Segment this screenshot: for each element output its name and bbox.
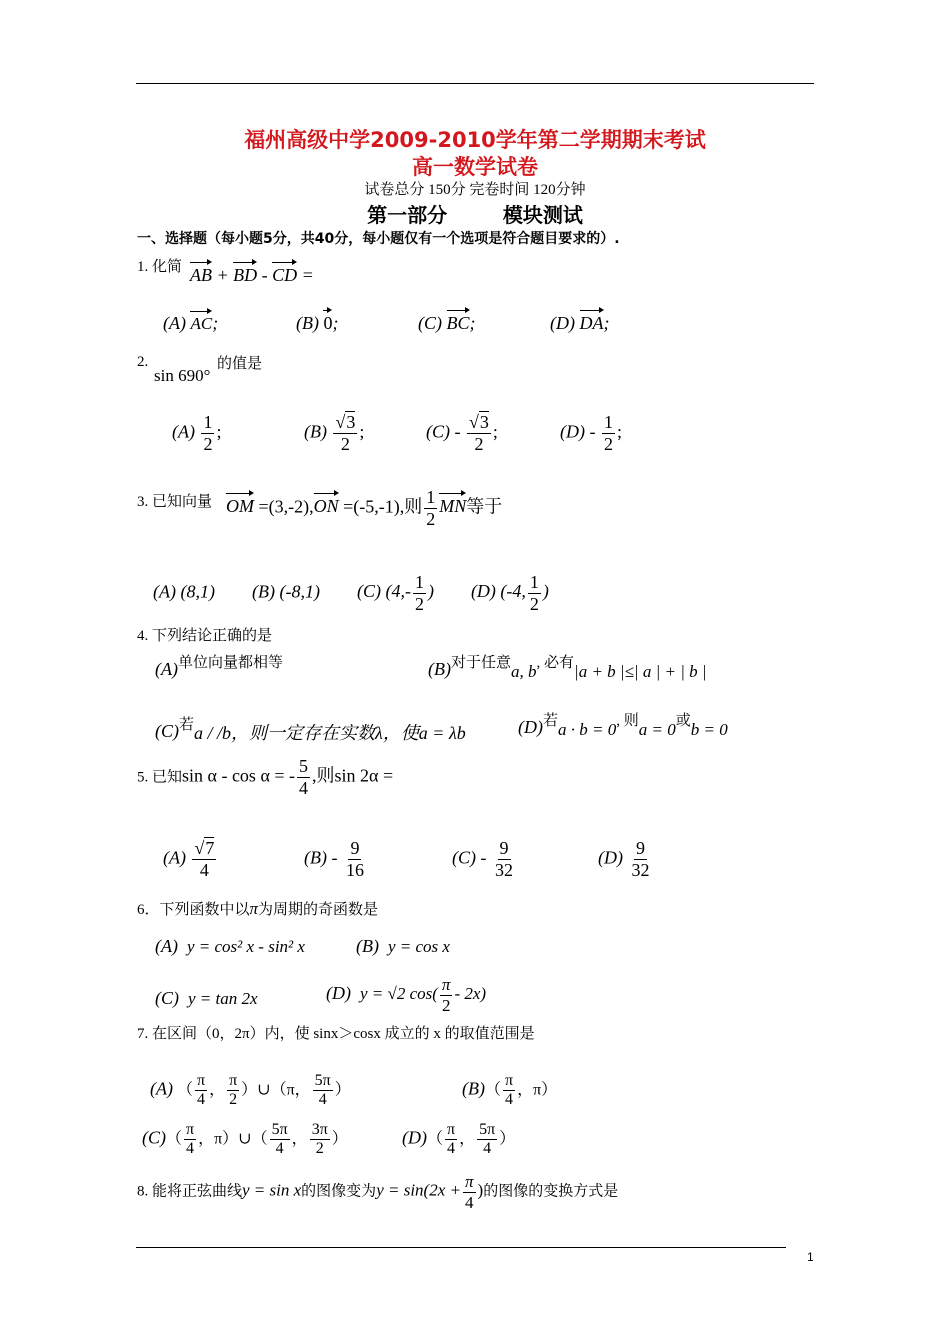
q1-option-c: (C) BC; — [418, 313, 476, 333]
q5-option-a: (A) $\frac{√7}{4}$ — [163, 838, 215, 880]
q2-option-a: (A) $\frac{1}{2}$ ; — [172, 412, 222, 454]
section-heading: 一、选择题（每小题5分，共40分，每小题仅有一个选项是符合题目要求的）. — [137, 231, 620, 247]
q4-option-b: (B)对于任意a, b, 必有|a + b |≤| a | + | b | — [428, 655, 707, 681]
exam-subtitle: 高一数学试卷 — [412, 155, 538, 179]
q3-option-c: (C) (4,- $\frac{1}{2}$ ) — [356, 572, 434, 614]
q1-option-d: (D) DA; — [550, 313, 610, 333]
q6-option-a: (A) y = cos² x - sin² x — [155, 936, 305, 956]
q7-option-c: (C)（ $\frac{\pi}{4}$ ，π）∪（ $\frac{5\pi}{4}$ ， $\frac{3\pi}{2}$ ） — [142, 1121, 348, 1158]
q3-options — [153, 572, 549, 614]
question-8: 8. 能将正弦曲线y = sin x的图像变为y = sin(2x + $\frac{\pi}{4}$ )的图像的变换方式是 — [137, 1172, 619, 1212]
q2-option-d: (D) - $\frac{1}{2}$ ; — [560, 412, 623, 454]
q7-option-b: (B)（ $\frac{\pi}{4}$ ，π） — [462, 1072, 558, 1109]
question-3-label: 3. 已知向量 — [137, 494, 213, 510]
vector-AB: AB — [190, 265, 212, 285]
q4-option-c: (C)若a / /b，则一定存在实数λ，使a = λb — [155, 717, 466, 743]
question-1-expr: AB + BD - CD = — [190, 265, 314, 285]
question-5: 5. 已知sin α - cos α = - $\frac{5}{4}$ ,则sin 2α = — [137, 756, 394, 798]
q3-option-a: (A) (8,1) — [153, 581, 215, 602]
q3-option-d: (D) (-4, $\frac{1}{2}$ ) — [470, 572, 549, 614]
q3-option-b: (B) (-8,1) — [251, 581, 320, 602]
exam-info: 试卷总分 150分 完卷时间 120分钟 — [364, 182, 586, 198]
q5-option-d: (D) $\frac{9}{32}$ — [598, 838, 650, 880]
question-2-label: 2. — [137, 354, 149, 370]
header-rule — [136, 83, 814, 84]
page-number: 1 — [807, 1250, 814, 1264]
question-2-tail: 的值是 — [217, 356, 263, 372]
question-7-label: 7. 在区间（0，2π）内，使 sinx＞cosx 成立的 x 的取值范围是 — [137, 1026, 535, 1042]
q6-option-c: (C) y = tan 2x — [155, 988, 258, 1008]
q4-option-a: (A)单位向量都相等 — [155, 655, 283, 679]
q4-option-d: (D)若a · b = 0, 则a = 0或b = 0 — [518, 713, 728, 739]
q6-option-b: (B) y = cos x — [356, 936, 450, 956]
question-3-expr: OM =(3,-2),ON =(-5,-1),则 $\frac{1}{2}$ MN等于 — [226, 487, 503, 529]
q7-option-a: (A) （ $\frac{\pi}{4}$ ， $\frac{\pi}{2}$ ）∪（π， $\frac{5\pi}{4}$ ） — [150, 1072, 351, 1109]
q2-option-b: (B) $\frac{√3}{2}$ ; — [304, 412, 365, 454]
q5-option-c: (C) - $\frac{9}{32}$ — [452, 838, 513, 880]
question-4-label: 4. 下列结论正确的是 — [137, 628, 273, 644]
q1-option-b: (B) 0; — [296, 313, 339, 333]
question-2-expr: sin 690° — [154, 366, 211, 385]
q7-option-d: (D)（ $\frac{\pi}{4}$ ， $\frac{5\pi}{4}$ ） — [402, 1121, 516, 1158]
q2-option-c: (C) - $\frac{√3}{2}$ ; — [426, 412, 498, 454]
question-1-label: 1. 化简 — [137, 259, 183, 275]
q5-option-b: (B) - $\frac{9}{16}$ — [304, 838, 364, 880]
question-6: 6．下列函数中以π为周期的奇函数是 — [137, 899, 379, 918]
exam-title: 福州高级中学2009-2010学年第二学期期末考试 — [244, 128, 706, 152]
q6-option-d: (D) y = √2 cos( $\frac{\pi}{2}$ - 2x) — [326, 975, 487, 1015]
q1-option-a: (A) AC; — [163, 313, 219, 333]
footer-rule — [136, 1247, 786, 1248]
part-heading: 第一部分 模块测试 — [367, 203, 583, 227]
